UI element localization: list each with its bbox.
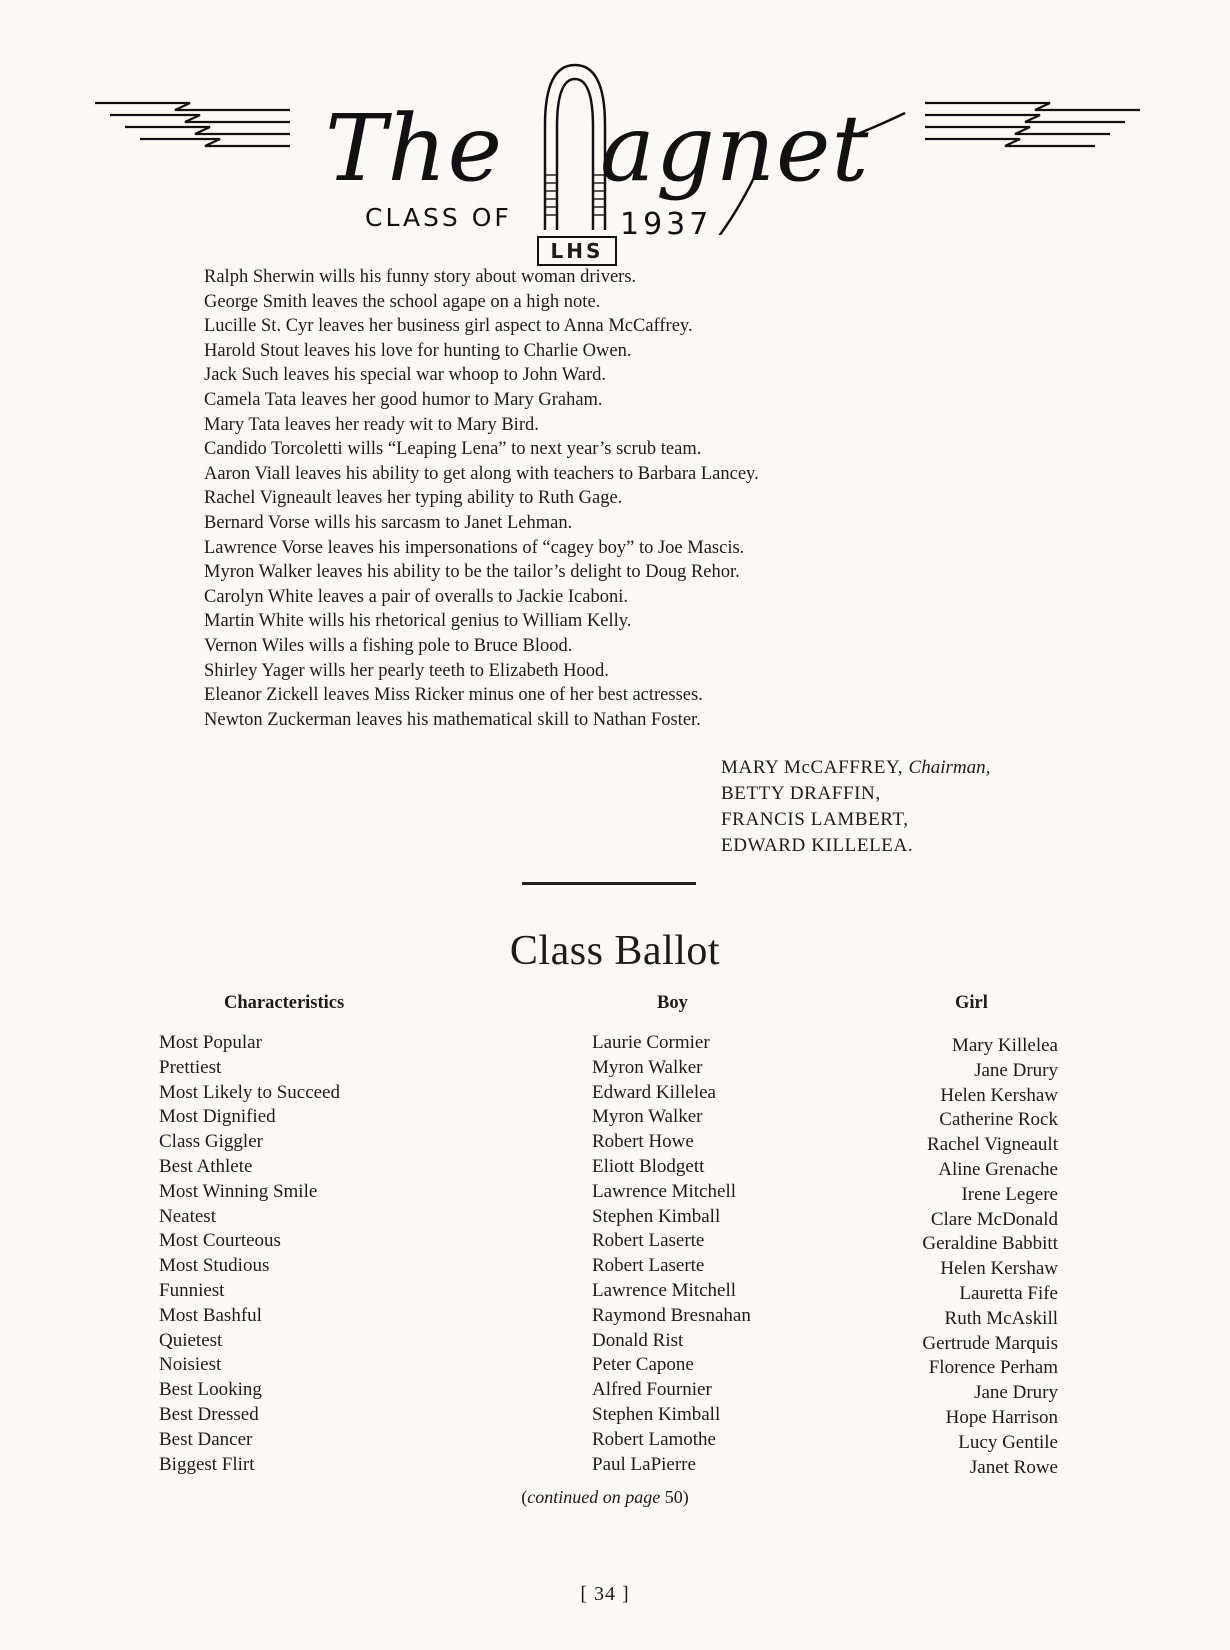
will-entry: Vernon Wiles wills a fishing pole to Bruce Blood. xyxy=(204,635,573,656)
characteristic-item: Noisiest xyxy=(159,1354,222,1376)
characteristic-item: Funniest xyxy=(159,1279,225,1301)
committee-member: FRANCIS LAMBERT, xyxy=(721,809,909,830)
continuation-note: (continued on page 50) xyxy=(521,1487,689,1507)
characteristic-item: Most Studious xyxy=(159,1255,270,1277)
characteristic-item: Neatest xyxy=(159,1205,216,1227)
boy-name: Myron Walker xyxy=(592,1106,703,1128)
masthead xyxy=(0,55,1230,263)
characteristic-item: Most Likely to Succeed xyxy=(159,1081,340,1103)
characteristic-item: Most Courteous xyxy=(159,1230,281,1252)
characteristic-item: Quietest xyxy=(159,1329,223,1351)
boy-name: Stephen Kimball xyxy=(592,1403,721,1425)
girl-name: Hope Harrison xyxy=(945,1406,1058,1428)
boy-name: Robert Laserte xyxy=(592,1230,705,1252)
characteristic-item: Biggest Flirt xyxy=(159,1453,255,1475)
committee-member: EDWARD KILLELEA. xyxy=(721,835,914,856)
girl-name: Helen Kershaw xyxy=(940,1084,1058,1106)
boy-name: Robert Laserte xyxy=(592,1255,705,1277)
section-divider xyxy=(522,882,696,885)
boy-name: Lawrence Mitchell xyxy=(592,1180,737,1202)
will-entry: Lawrence Vorse leaves his impersonations of “cagey boy” to Joe Mascis. xyxy=(204,537,745,558)
will-entry: Camela Tata leaves her good humor to Mary Graham. xyxy=(204,389,603,410)
page-number: [ 34 ] xyxy=(580,1583,630,1605)
committee-member: BETTY DRAFFIN, xyxy=(721,783,881,804)
characteristics-column xyxy=(159,1031,340,1477)
girl-name: Catherine Rock xyxy=(939,1109,1058,1131)
girl-name: Lauretta Fife xyxy=(959,1282,1058,1304)
committee-chair-name: MARY McCAFFREY, xyxy=(721,757,904,778)
characteristic-item: Best Dancer xyxy=(159,1428,253,1450)
boy-name: Robert Howe xyxy=(592,1131,694,1153)
committee-chair xyxy=(721,755,990,781)
masthead-title-the: The xyxy=(325,95,504,202)
column-header-boy: Boy xyxy=(657,993,688,1013)
girl-name: Jane Drury xyxy=(974,1382,1058,1404)
characteristic-item: Best Athlete xyxy=(159,1155,253,1177)
boy-column xyxy=(592,1031,751,1477)
continuation-text: continued on page xyxy=(527,1487,661,1507)
girl-name: Janet Rowe xyxy=(969,1456,1058,1478)
characteristic-item: Prettiest xyxy=(159,1056,222,1078)
characteristic-item: Most Bashful xyxy=(159,1304,262,1326)
will-entry: Ralph Sherwin wills his funny story about woman drivers. xyxy=(204,267,637,287)
will-entry: Carolyn White leaves a pair of overalls to Jackie Icaboni. xyxy=(204,586,628,607)
characteristic-item: Most Dignified xyxy=(159,1106,276,1128)
masthead-school-badge: LHS xyxy=(537,236,617,266)
boy-name: Laurie Cormier xyxy=(592,1032,710,1053)
characteristic-item: Most Popular xyxy=(159,1032,262,1053)
will-entry: Aaron Viall leaves his ability to get along with teachers to Barbara Lancey. xyxy=(204,463,759,484)
characteristic-item: Class Giggler xyxy=(159,1131,263,1153)
will-entry: Eleanor Zickell leaves Miss Ricker minus one of her best actresses. xyxy=(204,685,703,706)
characteristic-item: Best Looking xyxy=(159,1379,262,1401)
wills-list xyxy=(204,265,964,732)
boy-name: Edward Killelea xyxy=(592,1081,716,1103)
will-entry: Shirley Yager wills her pearly teeth to Elizabeth Hood. xyxy=(204,660,609,681)
masthead-title-rest: agnet xyxy=(600,95,870,202)
girl-name: Clare McDonald xyxy=(930,1208,1058,1230)
will-entry: Newton Zuckerman leaves his mathematical skill to Nathan Foster. xyxy=(204,709,701,730)
girl-name: Aline Grenache xyxy=(938,1158,1058,1180)
will-entry: Martin White wills his rhetorical genius to William Kelly. xyxy=(204,611,632,632)
girl-name: Florence Perham xyxy=(928,1357,1058,1379)
boy-name: Raymond Bresnahan xyxy=(592,1304,751,1326)
masthead-year: 1937 xyxy=(620,207,713,242)
will-entry: George Smith leaves the school agape on a high note. xyxy=(204,291,601,312)
will-entry: Lucille St. Cyr leaves her business girl aspect to Anna McCaffrey. xyxy=(204,316,693,337)
characteristic-item: Best Dressed xyxy=(159,1403,259,1425)
boy-name: Myron Walker xyxy=(592,1056,703,1078)
boy-name: Lawrence Mitchell xyxy=(592,1279,737,1301)
will-entry: Candido Torcoletti wills “Leaping Lena” to next year’s scrub team. xyxy=(204,439,702,460)
boy-name: Donald Rist xyxy=(592,1329,684,1351)
characteristic-item: Most Winning Smile xyxy=(159,1180,318,1202)
girl-name: Irene Legere xyxy=(961,1183,1058,1205)
boy-name: Robert Lamothe xyxy=(592,1428,716,1450)
will-entry: Myron Walker leaves his ability to be the tailor’s delight to Doug Rehor. xyxy=(204,562,740,583)
girl-name: Jane Drury xyxy=(974,1059,1058,1081)
will-entry: Bernard Vorse wills his sarcasm to Janet Lehman. xyxy=(204,512,573,533)
boy-name: Alfred Fournier xyxy=(592,1379,712,1401)
girl-name: Ruth McAskill xyxy=(944,1307,1058,1329)
will-entry: Rachel Vigneault leaves her typing ability to Ruth Gage. xyxy=(204,488,623,509)
column-header-characteristics: Characteristics xyxy=(224,993,345,1013)
boy-name: Stephen Kimball xyxy=(592,1205,721,1227)
girl-column xyxy=(840,1034,1058,1480)
boy-name: Paul LaPierre xyxy=(592,1453,696,1475)
continuation-page: 50 xyxy=(664,1487,683,1507)
girl-name: Helen Kershaw xyxy=(940,1258,1058,1280)
committee-chair-role: Chairman, xyxy=(908,757,991,778)
girl-name: Gertrude Marquis xyxy=(922,1332,1058,1354)
masthead-class-label: CLASS OF xyxy=(365,203,512,232)
girl-name: Lucy Gentile xyxy=(958,1431,1058,1453)
ballot-title: Class Ballot xyxy=(509,928,721,974)
girl-name: Mary Killelea xyxy=(951,1035,1058,1056)
girl-name: Geraldine Babbitt xyxy=(922,1233,1058,1255)
boy-name: Peter Capone xyxy=(592,1354,694,1376)
will-entry: Mary Tata leaves her ready wit to Mary Bird. xyxy=(204,414,539,435)
boy-name: Eliott Blodgett xyxy=(592,1155,705,1177)
column-header-girl: Girl xyxy=(955,993,988,1013)
committee-signature xyxy=(721,755,990,859)
will-entry: Jack Such leaves his special war whoop to John Ward. xyxy=(204,365,606,386)
girl-name: Rachel Vigneault xyxy=(927,1134,1058,1156)
will-entry: Harold Stout leaves his love for hunting to Charlie Owen. xyxy=(204,340,632,361)
